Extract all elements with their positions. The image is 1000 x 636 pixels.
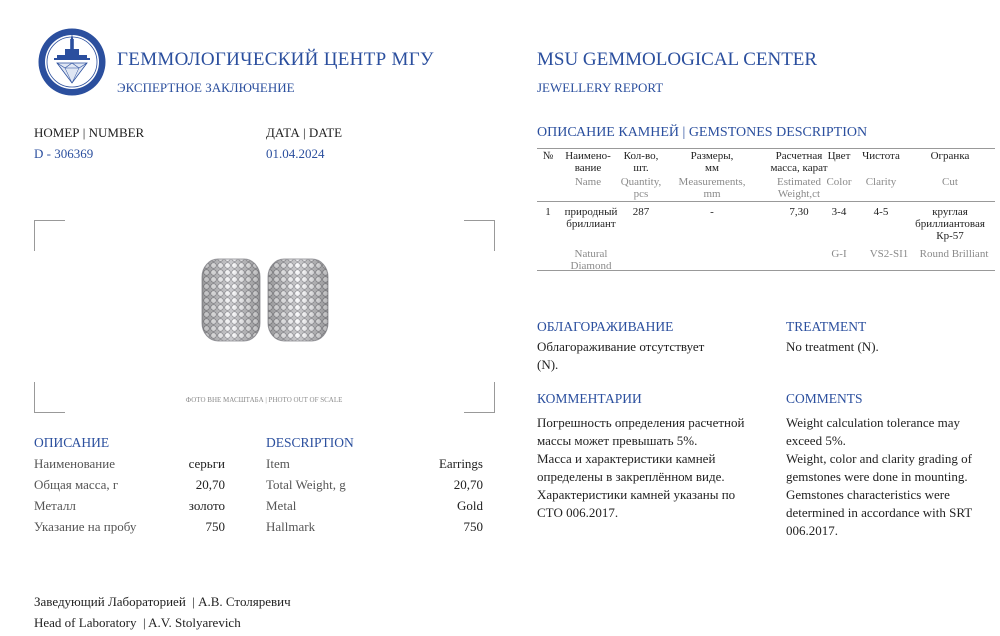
col-header-number: № <box>542 150 554 162</box>
description-en-key: Item <box>266 456 290 471</box>
frame-corner-top-right <box>464 220 495 251</box>
description-ru-key: Наименование <box>34 456 115 471</box>
treatment-en-title: TREATMENT <box>786 319 867 334</box>
comments-en-title: COMMENTS <box>786 391 863 406</box>
description-en-value: Gold <box>457 498 483 513</box>
cell-cut-en: Round Brilliant <box>919 248 989 260</box>
cell-quantity: 287 <box>632 206 650 218</box>
treatment-ru-title: ОБЛАГОРАЖИВАНИЕ <box>537 319 674 334</box>
frame-corner-top-left <box>34 220 65 251</box>
cell-clarity-en: VS2-SI1 <box>869 248 909 260</box>
photo-caption: ФОТО ВНЕ МАСШТАБА | PHOTO OUT OF SCALE <box>185 396 343 404</box>
comments-ru-text: Погрешность определения расчетной массы может превышать 5%. Масса и характеристики камней определены в закреплённом виде. Характеристики камней указаны по СТО 006.2017. <box>537 415 745 520</box>
report-date-label: ДАТА | DATE <box>266 125 343 140</box>
col-header-measurements: Размеры, мм <box>690 150 734 174</box>
earrings-photo <box>196 255 336 345</box>
description-ru-value: 20,70 <box>195 477 225 492</box>
description-ru-key: Указание на пробу <box>34 519 137 534</box>
header-subtitle-en: JEWELLERY REPORT <box>537 80 664 95</box>
col-header-quantity-en: Quantity, pcs <box>620 176 662 200</box>
signature-ru: Заведующий Лабораторией | А.В. Столяревич <box>34 594 291 609</box>
cell-name-en: Natural Diamond <box>570 248 612 272</box>
col-header-name: Наимено- вание <box>565 150 611 174</box>
gemstones-title: ОПИСАНИЕ КАМНЕЙ | GEMSTONES DESCRIPTION <box>537 125 868 140</box>
cell-color: 3-4 <box>831 206 847 218</box>
report-date-value: 01.04.2024 <box>266 146 325 161</box>
cell-measurements: - <box>710 206 714 218</box>
col-header-weight-en: Estimated Weight,ct <box>777 176 821 200</box>
description-en-value: 750 <box>463 519 483 534</box>
report-number-label: НОМЕР | NUMBER <box>34 125 145 140</box>
description-en-title: DESCRIPTION <box>266 435 354 450</box>
table-header-rule <box>537 201 995 202</box>
treatment-en-text: No treatment (N). <box>786 339 879 354</box>
col-header-weight: Расчетная масса, карат <box>770 150 828 174</box>
header-title-en: MSU GEMMOLOGICAL CENTER <box>537 49 818 70</box>
description-en-value: Earrings <box>438 456 483 471</box>
treatment-ru-text: Облагораживание отсутствует (N). <box>537 339 705 372</box>
col-header-color-en: Color <box>826 176 852 188</box>
table-top-rule <box>537 148 995 149</box>
cell-color-en: G-I <box>831 248 847 260</box>
description-ru-key: Металл <box>34 498 76 513</box>
col-header-clarity: Чистота <box>862 150 900 162</box>
col-header-name-en: Name <box>574 176 602 188</box>
header-title-ru: ГЕММОЛОГИЧЕСКИЙ ЦЕНТР МГУ <box>117 49 434 70</box>
cell-clarity: 4-5 <box>873 206 889 218</box>
description-en-key: Hallmark <box>266 519 316 534</box>
description-ru-value: серьги <box>188 456 225 471</box>
description-ru-key: Общая масса, г <box>34 477 119 492</box>
col-header-measurements-en: Measurements, mm <box>678 176 746 200</box>
cell-cut: круглая бриллиантовая Кр-57 <box>915 206 985 242</box>
description-en-key: Total Weight, g <box>266 477 346 492</box>
cell-weight: 7,30 <box>789 206 809 218</box>
col-header-quantity: Кол-во, шт. <box>623 150 659 174</box>
comments-ru-title: КОММЕНТАРИИ <box>537 391 642 406</box>
description-en-key: Metal <box>266 498 297 513</box>
description-ru-value: 750 <box>205 519 225 534</box>
description-ru-value: золото <box>188 498 225 513</box>
col-header-cut: Огранка <box>930 150 970 162</box>
col-header-color: Цвет <box>827 150 851 162</box>
description-en-value: 20,70 <box>453 477 483 492</box>
cell-number: 1 <box>545 206 551 218</box>
header-subtitle-ru: ЭКСПЕРТНОЕ ЗАКЛЮЧЕНИЕ <box>117 80 295 95</box>
report-number-value: D - 306369 <box>34 146 94 161</box>
cell-name: природный бриллиант <box>564 206 618 230</box>
msu-gemmological-seal-logo <box>37 27 107 97</box>
description-ru-title: ОПИСАНИЕ <box>34 435 110 450</box>
col-header-cut-en: Cut <box>942 176 958 188</box>
comments-en-text: Weight calculation tolerance may exceed 5%. Weight, color and clarity grading of gemstones were done in mounting. Gemstones characteristics were determined in accordance with SRT 006.2017. <box>786 415 973 538</box>
signature-en: Head of Laboratory | A.V. Stolyarevich <box>34 615 241 630</box>
col-header-clarity-en: Clarity <box>865 176 897 188</box>
